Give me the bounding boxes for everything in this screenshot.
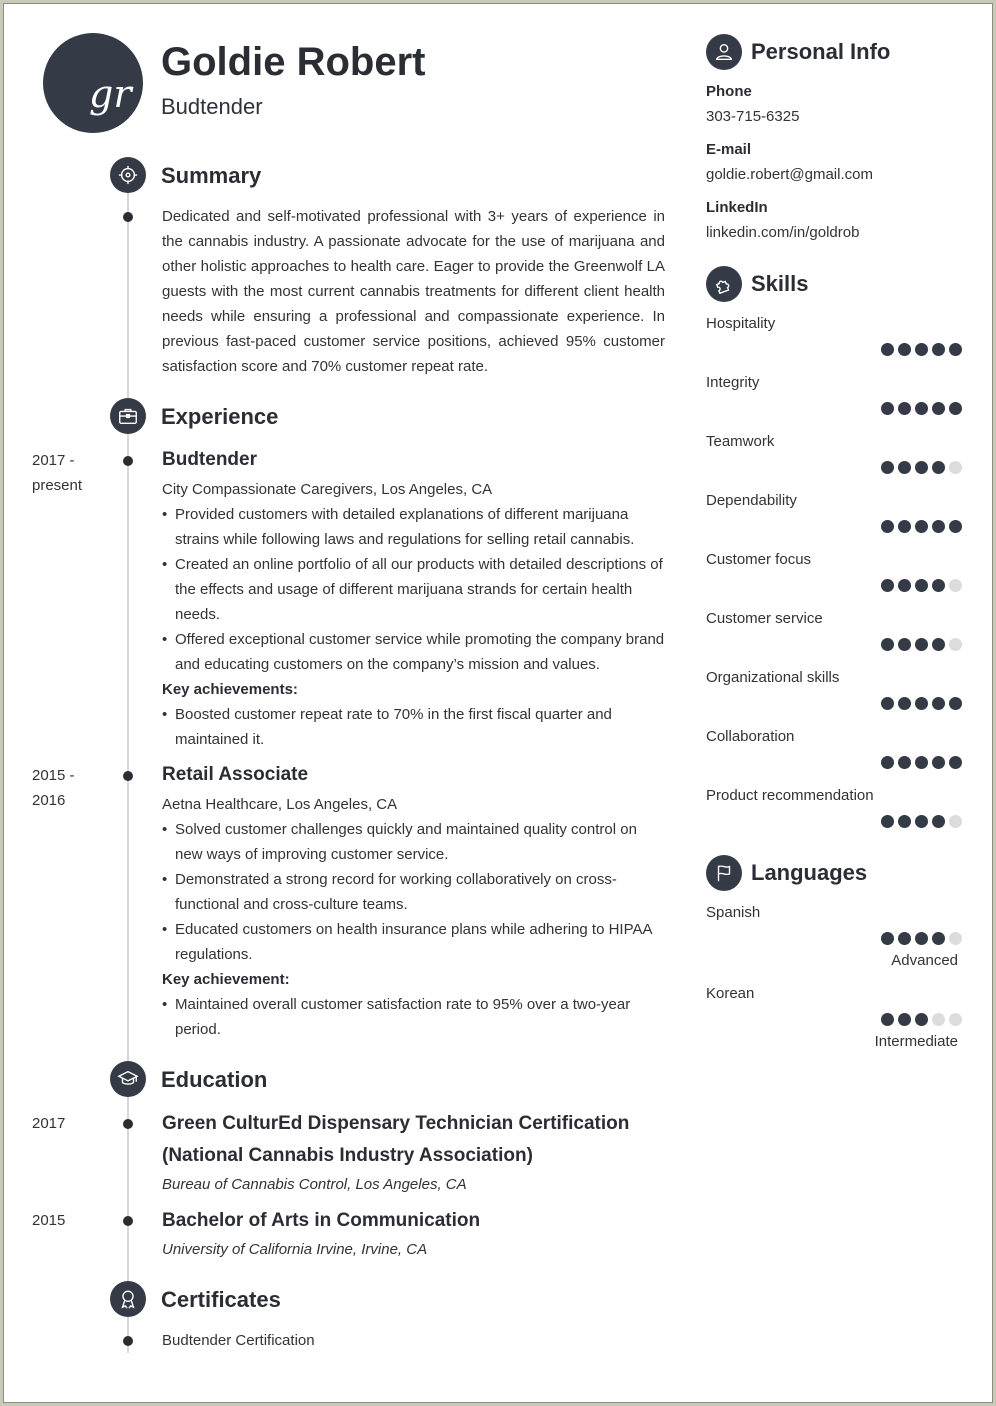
candidate-title: Budtender — [161, 94, 263, 119]
award-ribbon-icon — [117, 1288, 139, 1310]
list-item: • Created an online portfolio of all our products with detailed descriptions of the effects and usage of different marijuana strands for certain health needs. — [162, 552, 665, 627]
timeline-dot — [123, 456, 133, 466]
language-name: Korean — [706, 985, 755, 1002]
rating-dot-filled — [881, 756, 894, 769]
email-label: E-mail — [706, 141, 752, 158]
rating-dot-filled — [881, 343, 894, 356]
list-item: • Educated customers on health insurance plans while adhering to HIPAA regulations. — [162, 917, 665, 967]
key-achievements-label: Key achievements: — [162, 681, 298, 698]
job-date — [32, 763, 75, 813]
rating-dot-empty — [949, 932, 962, 945]
avatar-initials: gr — [89, 72, 132, 116]
rating-dot-empty — [949, 1013, 962, 1026]
list-item: • Offered exceptional customer service while promoting the company brand and educating customers on the company’s mission and values. — [162, 627, 665, 677]
phone-label: Phone — [706, 83, 752, 100]
rating-dot-empty — [949, 638, 962, 651]
skill-name: Product recommendation — [706, 787, 874, 804]
summary-section-icon — [110, 157, 146, 193]
rating-dot-filled — [915, 697, 928, 710]
rating-dot-filled — [932, 932, 945, 945]
job-bullets — [162, 502, 665, 677]
rating-dot-filled — [898, 520, 911, 533]
rating-dot-filled — [881, 932, 894, 945]
rating-dot-filled — [898, 697, 911, 710]
job-company: Aetna Healthcare, Los Angeles, CA — [162, 796, 398, 813]
person-icon — [713, 41, 735, 63]
skill-name: Integrity — [706, 374, 760, 391]
rating-dot-filled — [949, 520, 962, 533]
list-item: • Maintained overall customer satisfaction rate to 95% over a two-year period. — [162, 992, 665, 1042]
skill-name: Organizational skills — [706, 669, 840, 686]
rating-dot-empty — [932, 1013, 945, 1026]
personal-info-section-icon — [706, 34, 742, 70]
rating-dots — [881, 1013, 962, 1026]
rating-dot-filled — [881, 1013, 894, 1026]
rating-dot-filled — [898, 1013, 911, 1026]
rating-dot-filled — [932, 638, 945, 651]
personal-info-heading: Personal Info — [751, 39, 891, 64]
rating-dot-filled — [881, 815, 894, 828]
education-title: Bachelor of Arts in Communication — [162, 1210, 481, 1231]
experience-section-icon — [110, 398, 146, 434]
rating-dot-filled — [881, 520, 894, 533]
rating-dot-filled — [932, 579, 945, 592]
rating-dots — [881, 402, 962, 415]
rating-dots — [881, 520, 962, 533]
list-item: • Provided customers with detailed explanations of different marijuana strains while following laws and regulations for selling retail cannabis. — [162, 502, 665, 552]
rating-dot-filled — [915, 638, 928, 651]
key-achievement-list — [162, 992, 665, 1042]
rating-dot-filled — [932, 461, 945, 474]
candidate-name: Goldie Robert — [161, 40, 426, 84]
rating-dots — [881, 932, 962, 945]
certificates-heading: Certificates — [161, 1287, 281, 1312]
rating-dot-filled — [949, 343, 962, 356]
job-title: Budtender — [162, 449, 257, 470]
summary-heading: Summary — [161, 163, 262, 188]
skills-heading: Skills — [751, 271, 809, 296]
rating-dot-filled — [915, 579, 928, 592]
graduation-cap-icon — [117, 1068, 139, 1090]
timeline-dot — [123, 212, 133, 222]
flag-icon — [713, 862, 735, 884]
job-date-start: 2017 - — [32, 452, 75, 469]
rating-dot-filled — [915, 461, 928, 474]
job-date-end: present — [32, 477, 83, 494]
job-title: Retail Associate — [162, 764, 309, 785]
rating-dot-filled — [881, 579, 894, 592]
rating-dots — [881, 756, 962, 769]
rating-dot-filled — [932, 697, 945, 710]
timeline-dot — [123, 1336, 133, 1346]
skills-section-icon — [706, 266, 742, 302]
languages-heading: Languages — [751, 860, 868, 885]
rating-dot-filled — [881, 638, 894, 651]
rating-dot-filled — [949, 756, 962, 769]
rating-dot-empty — [949, 579, 962, 592]
job-company: City Compassionate Caregivers, Los Angeles, CA — [162, 481, 493, 498]
avatar — [43, 33, 143, 133]
rating-dot-filled — [915, 932, 928, 945]
puzzle-piece-icon — [713, 273, 735, 295]
rating-dots — [881, 579, 962, 592]
language-level: Intermediate — [874, 1033, 958, 1050]
target-icon — [117, 164, 139, 186]
briefcase-icon — [117, 405, 139, 427]
key-achievement-label: Key achievement: — [162, 971, 290, 988]
skill-name: Hospitality — [706, 315, 776, 332]
skill-name: Customer focus — [706, 551, 812, 568]
timeline-line — [127, 175, 129, 1353]
education-school: University of California Irvine, Irvine, CA — [162, 1241, 428, 1258]
rating-dots — [881, 638, 962, 651]
rating-dots — [881, 815, 962, 828]
education-section-icon — [110, 1061, 146, 1097]
rating-dot-filled — [898, 343, 911, 356]
rating-dot-filled — [932, 520, 945, 533]
timeline-dot — [123, 1216, 133, 1226]
rating-dot-filled — [898, 756, 911, 769]
rating-dot-filled — [898, 932, 911, 945]
skill-name: Dependability — [706, 492, 797, 509]
timeline-dot — [123, 1119, 133, 1129]
rating-dot-filled — [915, 1013, 928, 1026]
language-name: Spanish — [706, 904, 761, 921]
job-date-end: 2016 — [32, 792, 66, 809]
certificates-section-icon — [110, 1281, 146, 1317]
job-bullets — [162, 817, 665, 967]
key-achievements-list — [162, 702, 665, 752]
skill-name: Customer service — [706, 610, 823, 627]
rating-dot-empty — [949, 815, 962, 828]
rating-dots — [881, 343, 962, 356]
rating-dots — [881, 461, 962, 474]
language-level: Advanced — [891, 952, 958, 969]
education-school: Bureau of Cannabis Control, Los Angeles, CA — [162, 1176, 467, 1193]
phone-value: 303-715-6325 — [706, 108, 800, 125]
education-year: 2015 — [32, 1212, 66, 1229]
linkedin-value: linkedin.com/in/goldrob — [706, 224, 860, 241]
rating-dot-filled — [949, 697, 962, 710]
rating-dot-filled — [881, 697, 894, 710]
rating-dot-empty — [949, 461, 962, 474]
education-year: 2017 — [32, 1115, 66, 1132]
rating-dots — [881, 697, 962, 710]
rating-dot-filled — [881, 402, 894, 415]
rating-dot-filled — [898, 402, 911, 415]
rating-dot-filled — [898, 638, 911, 651]
rating-dot-filled — [915, 756, 928, 769]
list-item: • Demonstrated a strong record for working collaboratively on cross-functional and cross-culture teams. — [162, 867, 665, 917]
rating-dot-filled — [881, 461, 894, 474]
rating-dot-filled — [932, 343, 945, 356]
rating-dot-filled — [898, 579, 911, 592]
job-date-start: 2015 - — [32, 767, 75, 784]
linkedin-label: LinkedIn — [706, 199, 768, 216]
rating-dot-filled — [932, 815, 945, 828]
timeline-dot — [123, 771, 133, 781]
summary-text: Dedicated and self-motivated professional with 3+ years of experience in the cannabis industry. A passionate advocate for the use of marijuana and other holistic approaches to health care. Eager to provide the Greenwolf LA guests with the most current cannabis treatments for different client health needs while ensuring a professional and compassionate experience. In previous fast-paced customer service positions, achieved 95% customer satisfaction score and 70% customer repeat rate. — [162, 208, 665, 375]
email-value: goldie.robert@gmail.com — [706, 166, 873, 183]
rating-dot-filled — [932, 756, 945, 769]
rating-dot-filled — [898, 461, 911, 474]
education-title: Green CulturEd Dispensary Technician Certification (National Cannabis Industry Association) — [162, 1113, 630, 1166]
job-date — [32, 448, 82, 498]
skill-name: Collaboration — [706, 728, 795, 745]
rating-dot-filled — [915, 815, 928, 828]
rating-dot-filled — [949, 402, 962, 415]
rating-dot-filled — [915, 343, 928, 356]
rating-dot-filled — [898, 815, 911, 828]
rating-dot-filled — [915, 402, 928, 415]
experience-heading: Experience — [161, 404, 279, 429]
list-item: • Boosted customer repeat rate to 70% in the first fiscal quarter and maintained it. — [162, 702, 665, 752]
languages-section-icon — [706, 855, 742, 891]
skill-name: Teamwork — [706, 433, 775, 450]
list-item: • Solved customer challenges quickly and maintained quality control on new ways of improving customer service. — [162, 817, 665, 867]
rating-dot-filled — [932, 402, 945, 415]
rating-dot-filled — [915, 520, 928, 533]
certificate-item: Budtender Certification — [162, 1332, 315, 1349]
education-heading: Education — [161, 1067, 268, 1092]
